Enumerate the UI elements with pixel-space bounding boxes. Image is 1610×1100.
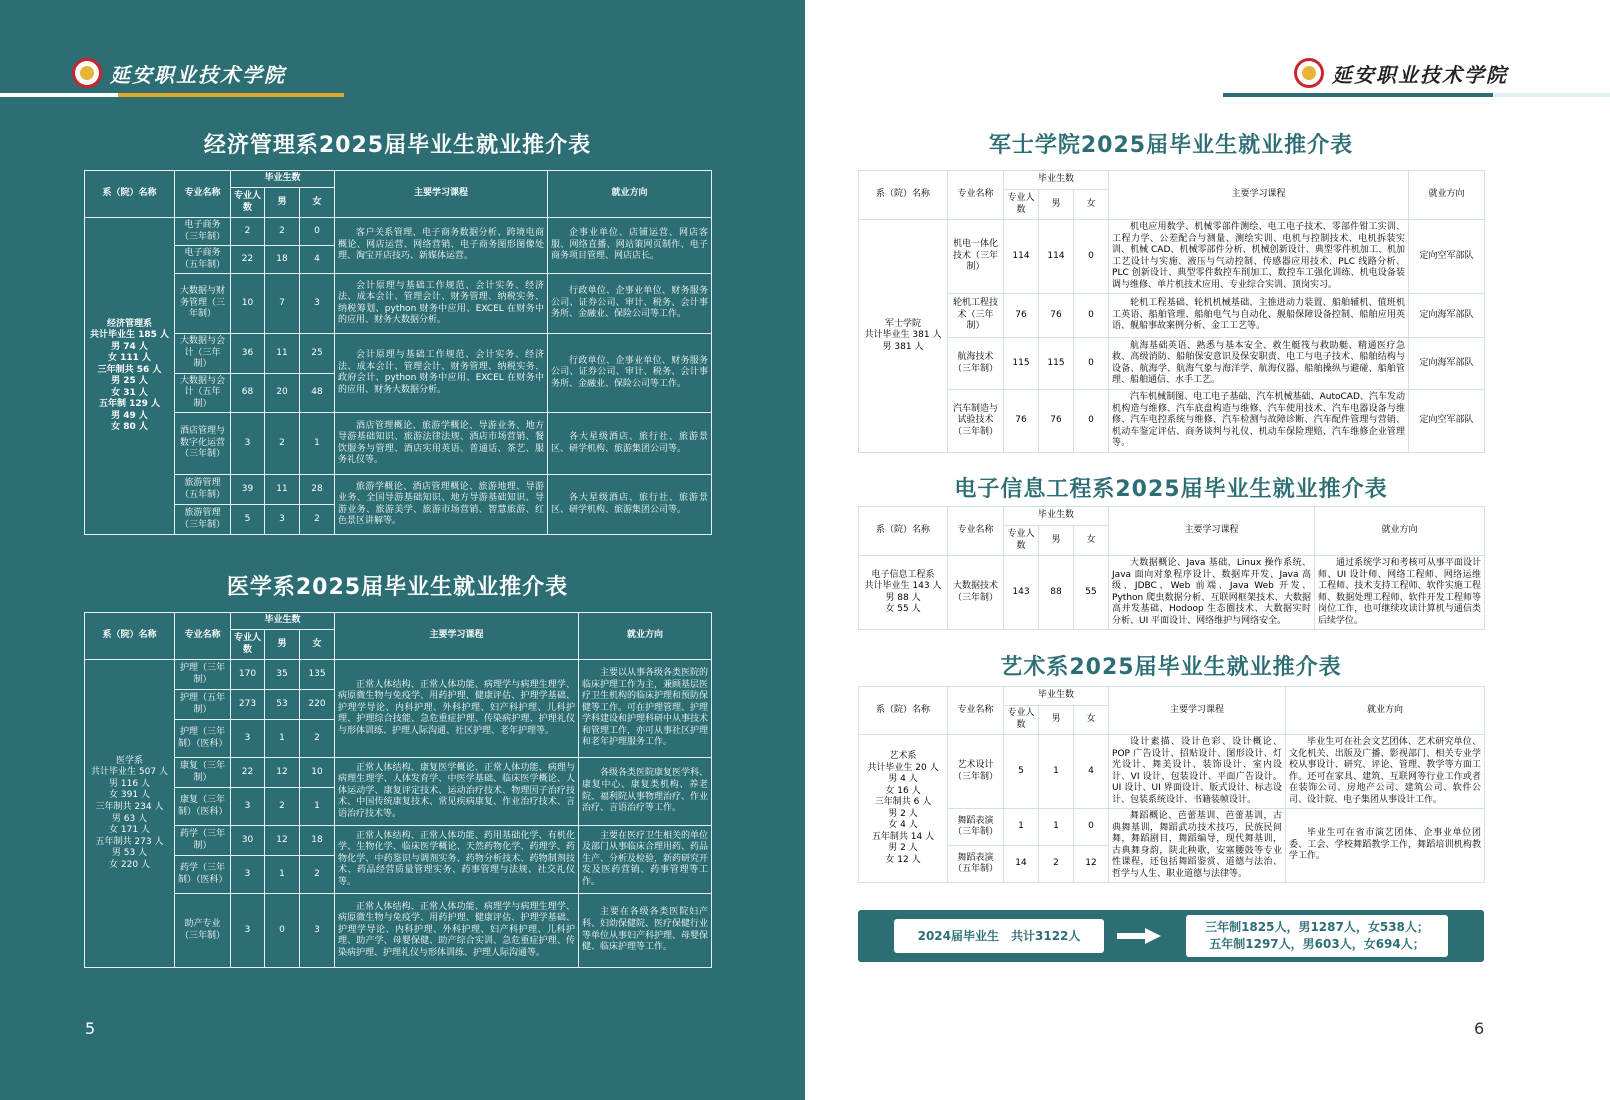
course-cell: 大数据概论、Java 基础、Linux 操作系统、Java 面向对象程序设计、数据库开发、Java 高级、JDBC、Web 前端、Java Web 开发、Python 爬虫数据分析、互联网框架技术、大数据高并发基础、Hodoop 生态圈技术、大数据实时分析、UI 平面设计、网络维护与网络安全。 — [1109, 556, 1315, 630]
major-cell: 旅游管理（三年制） — [175, 505, 231, 535]
total-cell: 76 — [1004, 294, 1039, 338]
career-cell: 行政单位、企事业单位、财务服务公司、证券公司、审计、税务、会计事务所、金融业、保险公司等工作。 — [548, 334, 712, 413]
col-header-male: 男 — [265, 188, 300, 218]
total-cell: 39 — [231, 475, 265, 505]
male-cell: 2 — [265, 413, 300, 475]
header-rule-light — [1493, 93, 1610, 97]
col-header-major: 专业名称 — [175, 171, 231, 218]
female-cell: 135 — [300, 660, 335, 690]
major-cell: 药学（三年制）（医科） — [175, 856, 231, 894]
major-cell: 航海技术（三年制） — [948, 338, 1004, 390]
col-header-female: 女 — [1074, 526, 1109, 556]
course-cell: 正常人体结构、正常人体功能、病理学与病理生理学、病原微生物与免疫学、用药护理、健康评估、护理学基础、护理学导论、内科护理、外科护理、妇产科护理、儿科护理、助产学、母婴保健、助产综合实训、急危重症护理、传染病护理、护理礼仪与形体训练、护理人际沟通等。 — [335, 894, 579, 968]
career-cell: 主要在各级各类医院妇产科、妇幼保健院、医疗保健行业等单位从事妇产科护理、母婴保健、临床护理等工作。 — [579, 894, 712, 968]
col-header-career: 就业方向 — [1315, 507, 1485, 556]
male-cell: 115 — [1039, 338, 1074, 390]
male-cell: 7 — [265, 274, 300, 334]
major-cell: 药学（三年制） — [175, 826, 231, 856]
dept-cell: 艺术系 共计毕业生 20 人 男 4 人 女 16 人 三年制共 6 人 男 2 人 女 4 人 五年制共 14 人 男 2 人 女 12 人 — [859, 735, 948, 883]
col-header-total: 专业人数 — [1004, 706, 1039, 735]
major-cell: 大数据与会计（五年制） — [175, 373, 231, 413]
male-cell: 12 — [265, 826, 300, 856]
female-cell: 4 — [1074, 735, 1109, 809]
junshi-table — [858, 170, 1485, 453]
major-cell: 大数据技术（三年制） — [948, 556, 1004, 630]
course-cell: 汽车机械制图、电工电子基础、汽车机械基础、AutoCAD、汽车发动机构造与维修、汽车底盘构造与维修、汽车使用技术、汽车电器设备与维修、汽车电控系统与维修、汽车检测与故障诊断、汽车配件管理与营销、机动车鉴定评估、商务谈判与礼仪、机动车保险理赔、汽车维修企业管理等。 — [1109, 390, 1409, 453]
med-table — [84, 612, 712, 968]
career-cell: 主要在医疗卫生相关的单位及部门从事临床合理用药、药品生产、分析及检验，新药研究开发及医药营销、药事管理等工作。 — [579, 826, 712, 894]
major-cell: 舞蹈表演（三年制） — [948, 809, 1004, 846]
col-header-male: 男 — [1039, 526, 1074, 556]
male-cell: 1 — [265, 720, 300, 758]
female-cell: 55 — [1074, 556, 1109, 630]
course-cell: 酒店管理概论、旅游学概论、导游业务、地方导游基础知识、旅游法律法规、酒店市场营销、餐饮服务与管理、酒店实用英语、普通话、茶艺、服务礼仪等。 — [335, 413, 548, 475]
female-cell: 12 — [1074, 846, 1109, 883]
course-cell: 机电应用数学、机械零部件测绘、电工电子技术、零部件钳工实训、工程力学、公差配合与测量、测绘实训、电机与控制技术、电机拆装实训、机械 CAD、机械零部件分析、机械创新设计、典型零件机加工、机加工艺设计与实施、液压与气动控制、传感器应用技术、PLC 线路分析、PLC 创新设计、典型零件数控车削加工、数控车工强化训练、机电设备装调与维修、单片机技术应用、专业综合实训、顶岗实习。 — [1109, 220, 1409, 294]
career-cell: 定向空军部队 — [1409, 220, 1485, 294]
yishu-title: 艺术系2025届毕业生就业推介表 — [1000, 655, 1342, 680]
table-row — [859, 294, 1485, 338]
male-cell: 2 — [265, 218, 300, 246]
career-cell: 通过系统学习和考核可从事平面设计师、UI 设计师、网络工程师、网络运维工程师、技术支持工程师、软件实施工程师、数据处理工程师、软件开发工程师等岗位工作，也可继续攻读计算机与通信类后续学位。 — [1315, 556, 1485, 630]
col-header-major: 专业名称 — [948, 687, 1004, 735]
table-row — [85, 826, 712, 856]
major-cell: 电子商务（五年制） — [175, 246, 231, 274]
junshi-title: 军士学院2025届毕业生就业推介表 — [988, 133, 1354, 158]
major-cell: 汽车制造与试验技术（三年制） — [948, 390, 1004, 453]
table-row — [859, 556, 1485, 630]
col-header-grads: 毕业生数 — [1004, 171, 1109, 190]
total-cell: 76 — [1004, 390, 1039, 453]
female-cell: 2 — [300, 720, 335, 758]
college-seal-icon — [72, 58, 102, 88]
total-cell: 3 — [231, 894, 265, 968]
table-row — [85, 218, 712, 246]
col-header-grads: 毕业生数 — [1004, 507, 1109, 526]
college-seal-icon — [1294, 58, 1324, 88]
course-cell: 设计素描、设计色彩、设计概论、POP 广告设计、招贴设计、图形设计、灯光设计、舞美设计、装饰设计、室内设计、VI 设计、包装设计、平面广告设计。UI 设计、UI 界面设计、版式设计、标志设计、包装系统设计、书籍装帧设计。 — [1109, 735, 1286, 809]
econ-table — [84, 170, 712, 535]
total-cell: 3 — [231, 856, 265, 894]
col-header-major: 专业名称 — [948, 171, 1004, 220]
career-cell: 各级各类医院康复医学科、康复中心、康复类机构、养老院、福利院从事物理治疗、作业治疗、言语治疗等工作。 — [579, 758, 712, 826]
female-cell: 25 — [300, 334, 335, 374]
major-cell: 康复（三年制） — [175, 758, 231, 788]
course-cell: 会计原理与基础工作规范、会计实务、经济法、成本会计、管理会计、财务管理、纳税实务、纳税筹划、python 财务中应用、EXCEL 在财务中的应用、财务大数据分析。 — [335, 274, 548, 334]
major-cell: 康复（三年制）（医科） — [175, 788, 231, 826]
col-header-female: 女 — [1074, 190, 1109, 220]
major-cell: 机电一体化技术（三年制） — [948, 220, 1004, 294]
major-cell: 舞蹈表演（五年制） — [948, 846, 1004, 883]
male-cell: 1 — [265, 856, 300, 894]
major-cell: 助产专业（三年制） — [175, 894, 231, 968]
male-cell: 11 — [265, 334, 300, 374]
total-cell: 10 — [231, 274, 265, 334]
table-row — [85, 475, 712, 505]
table-row — [859, 390, 1485, 453]
course-cell: 旅游学概论、酒店管理概论、旅游地理、导游业务、全国导游基础知识、地方导游基础知识、导游业务、旅游美学、旅游市场营销、智慧旅游、红色景区讲解等。 — [335, 475, 548, 535]
summary-five-year: 五年制1297人，男603人，女694人； — [1209, 937, 1425, 951]
col-header-total: 专业人数 — [231, 630, 265, 660]
col-header-dept: 系（院）名称 — [859, 507, 948, 556]
econ-title: 经济管理系2025届毕业生就业推介表 — [203, 133, 592, 158]
major-cell: 酒店管理与数字化运营（三年制） — [175, 413, 231, 475]
female-cell: 0 — [1074, 294, 1109, 338]
female-cell: 18 — [300, 826, 335, 856]
col-header-male: 男 — [265, 630, 300, 660]
page-number: 6 — [1474, 1019, 1485, 1038]
course-cell: 正常人体结构、康复医学概论、正常人体功能、病理与病理生理学、人体发育学、中医学基础、临床医学概论、人体运动学、康复评定技术、运动治疗技术、物理因子治疗技术、中国传统康复技术、常见疾病康复、作业治疗技术、言语治疗技术等。 — [335, 758, 579, 826]
dept-cell: 军士学院 共计毕业生 381 人 男 381 人 — [859, 220, 948, 453]
course-cell: 舞蹈概论、芭蕾基训、芭蕾基训，古典舞基训，舞蹈武功技术技巧，民族民间舞，舞蹈剧目，舞蹈编导，现代舞基训，古典舞身韵，陕北秧歌，安塞腰鼓等专业性课程，还包括舞蹈鉴赏、道德与法治、哲学与人生、职业道德与法律等。 — [1109, 809, 1286, 883]
female-cell: 220 — [300, 690, 335, 720]
col-header-dept: 系（院）名称 — [859, 171, 948, 220]
col-header-female: 女 — [300, 630, 335, 660]
col-header-grads: 毕业生数 — [231, 613, 335, 630]
total-cell: 14 — [1004, 846, 1039, 883]
dianzi-title: 电子信息工程系2025届毕业生就业推介表 — [954, 477, 1388, 502]
total-cell: 30 — [231, 826, 265, 856]
female-cell: 3 — [300, 274, 335, 334]
total-cell: 3 — [231, 720, 265, 758]
male-cell: 53 — [265, 690, 300, 720]
male-cell: 35 — [265, 660, 300, 690]
col-header-career: 就业方向 — [1286, 687, 1485, 735]
dianzi-table — [858, 506, 1485, 630]
col-header-courses: 主要学习课程 — [335, 171, 548, 218]
male-cell: 18 — [265, 246, 300, 274]
col-header-male: 男 — [1039, 190, 1074, 220]
career-cell: 定向海军部队 — [1409, 294, 1485, 338]
male-cell: 114 — [1039, 220, 1074, 294]
total-cell: 22 — [231, 758, 265, 788]
summary-total-box: 2024届毕业生 共计3122人 — [894, 919, 1104, 953]
major-cell: 艺术设计（三年制） — [948, 735, 1004, 809]
summary-detail-box — [1186, 915, 1448, 957]
col-header-courses: 主要学习课程 — [1109, 507, 1315, 556]
col-header-courses: 主要学习课程 — [1109, 171, 1409, 220]
total-cell: 1 — [1004, 809, 1039, 846]
total-cell: 22 — [231, 246, 265, 274]
career-cell: 主要以从事各级各类医院的临床护理工作为主，兼顾基层医疗卫生机构的临床护理和预防保健等工作。可在护理管理、护理学科建设和护理科研中从事技术和管理工作，亦可从事社区护理和老年护理服务工作。 — [579, 660, 712, 758]
female-cell: 2 — [300, 505, 335, 535]
male-cell: 88 — [1039, 556, 1074, 630]
male-cell: 0 — [265, 894, 300, 968]
col-header-courses: 主要学习课程 — [1109, 687, 1286, 735]
col-header-grads: 毕业生数 — [1004, 687, 1109, 706]
career-cell: 行政单位、企事业单位、财务服务公司、证券公司、审计、税务、会计事务所、金融业、保险公司等工作。 — [548, 274, 712, 334]
career-cell: 毕业生可在社会文艺团体、艺术研究单位、文化机关、出版及广播、影视部门、相关专业学校从事设计、研究、评论、管理、教学等方面工作。还可在家具、建筑、互联网等行业工作或者在装饰公司、房地产公司、建筑公司、软件公司、设计院、电子集团从事设计工作。 — [1286, 735, 1485, 809]
col-header-female: 女 — [1074, 706, 1109, 735]
female-cell: 3 — [300, 894, 335, 968]
career-cell: 毕业生可在省市演艺团体、企事业单位团委、工会、学校舞蹈教学工作，舞蹈培训机构教学工作。 — [1286, 809, 1485, 883]
college-logo — [72, 58, 286, 88]
total-cell: 3 — [231, 413, 265, 475]
female-cell: 0 — [1074, 809, 1109, 846]
med-title: 医学系2025届毕业生就业推介表 — [226, 575, 569, 600]
course-cell: 航海基础英语、熟悉与基本安全、救生艇筏与救助艇、精通医疗急救、高级消防、船舶保安意识及保安职责、电工与电子技术、船舶结构与设备、航海学、航海气象与海洋学、航海仪器、船舶操纵与避碰、船舶管理、船舶通信、水手工艺。 — [1109, 338, 1409, 390]
table-row — [859, 809, 1485, 846]
female-cell: 48 — [300, 373, 335, 413]
career-cell: 定向海军部队 — [1409, 338, 1485, 390]
female-cell: 4 — [300, 246, 335, 274]
male-cell: 12 — [265, 758, 300, 788]
col-header-major: 专业名称 — [175, 613, 231, 660]
male-cell: 76 — [1039, 294, 1074, 338]
table-row — [85, 413, 712, 475]
dept-cell: 电子信息工程系 共计毕业生 143 人 男 88 人 女 55 人 — [859, 556, 948, 630]
dept-cell: 医学系 共计毕业生 507 人 男 116 人 女 391 人 三年制共 234 人 男 63 人 女 171 人 五年制共 273 人 男 53 人 女 220 人 — [85, 660, 175, 968]
career-cell: 企事业单位、店铺运营、网店客服、网络直播、网站策网页制作、电子商务项目管理、网店店长。 — [548, 218, 712, 274]
major-cell: 电子商务（三年制） — [175, 218, 231, 246]
dept-cell: 经济管理系 共计毕业生 185 人 男 74 人 女 111 人 三年制共 56 人 男 25 人 女 31 人 五年制 129 人 男 49 人 女 80 人 — [85, 218, 175, 535]
male-cell: 3 — [265, 505, 300, 535]
arrow-right-icon — [1117, 928, 1161, 944]
table-row — [859, 220, 1485, 294]
college-logo — [1294, 58, 1508, 88]
logo-text: 延安职业技术学院 — [1332, 62, 1508, 87]
total-cell: 36 — [231, 334, 265, 374]
course-cell: 客户关系管理、电子商务数据分析、跨境电商概论、网店运营、网络营销、电子商务图形图像处理、淘宝开店技巧、新媒体运营。 — [335, 218, 548, 274]
total-cell: 114 — [1004, 220, 1039, 294]
table-row — [85, 894, 712, 968]
col-header-major: 专业名称 — [948, 507, 1004, 556]
major-cell: 大数据与会计（三年制） — [175, 334, 231, 374]
table-row — [85, 660, 712, 690]
col-header-dept: 系（院）名称 — [85, 613, 175, 660]
female-cell: 0 — [1074, 220, 1109, 294]
major-cell: 护理（五年制） — [175, 690, 231, 720]
career-cell: 定向空军部队 — [1409, 390, 1485, 453]
header-rule-gold — [118, 93, 344, 97]
logo-text: 延安职业技术学院 — [110, 62, 286, 87]
career-cell: 各大星级酒店、旅行社、旅游景区、研学机构、旅游集团公司等。 — [548, 413, 712, 475]
male-cell: 1 — [1039, 735, 1074, 809]
yishu-table — [858, 686, 1485, 883]
table-row — [85, 334, 712, 374]
male-cell: 76 — [1039, 390, 1074, 453]
col-header-grads: 毕业生数 — [231, 171, 335, 188]
table-row — [85, 274, 712, 334]
course-cell: 轮机工程基础、轮机机械基础、主推进动力装置、船舶辅机、值班机工英语、船舶管理、船舶电气与自动化、舰船保障设备控制、船舶应用英语、舰船事故案例分析、金工工艺等。 — [1109, 294, 1409, 338]
male-cell: 1 — [1039, 809, 1074, 846]
total-cell: 273 — [231, 690, 265, 720]
total-cell: 3 — [231, 788, 265, 826]
total-cell: 115 — [1004, 338, 1039, 390]
total-cell: 170 — [231, 660, 265, 690]
total-cell: 5 — [231, 505, 265, 535]
course-cell: 会计原理与基础工作规范、会计实务、经济法、成本会计、管理会计、财务管理、纳税实务、政府会计、python 财务中应用、EXCEL 在财务中的应用、财务大数据分析。 — [335, 334, 548, 413]
female-cell: 28 — [300, 475, 335, 505]
female-cell: 0 — [300, 218, 335, 246]
total-cell: 143 — [1004, 556, 1039, 630]
female-cell: 10 — [300, 758, 335, 788]
col-header-total: 专业人数 — [1004, 190, 1039, 220]
total-cell: 68 — [231, 373, 265, 413]
col-header-career: 就业方向 — [548, 171, 712, 218]
col-header-dept: 系（院）名称 — [85, 171, 175, 218]
col-header-courses: 主要学习课程 — [335, 613, 579, 660]
female-cell: 0 — [1074, 338, 1109, 390]
career-cell: 各大星级酒店、旅行社、旅游景区、研学机构、旅游集团公司等。 — [548, 475, 712, 535]
page-number: 5 — [85, 1019, 96, 1038]
col-header-female: 女 — [300, 188, 335, 218]
summary-three-year: 三年制1825人，男1287人，女538人； — [1205, 920, 1429, 935]
female-cell: 1 — [300, 413, 335, 475]
course-cell: 正常人体结构、正常人体功能、病理学与病理生理学、病原微生物与免疫学、用药护理、健康评估、护理学基础、护理学导论、内科护理、外科护理、妇产科护理、儿科护理、护理综合技能、急危重症护理、传染病护理、护理礼仪与形体训练、护理人际沟通、社区护理、老年护理等。 — [335, 660, 579, 758]
col-header-total: 专业人数 — [1004, 526, 1039, 556]
summary-banner — [858, 910, 1484, 962]
male-cell: 2 — [1039, 846, 1074, 883]
male-cell: 2 — [265, 788, 300, 826]
male-cell: 20 — [265, 373, 300, 413]
header-rule-white — [0, 93, 118, 97]
female-cell: 2 — [300, 856, 335, 894]
major-cell: 轮机工程技术（三年制） — [948, 294, 1004, 338]
major-cell: 护理（三年制）（医科） — [175, 720, 231, 758]
col-header-total: 专业人数 — [231, 188, 265, 218]
total-cell: 2 — [231, 218, 265, 246]
female-cell: 0 — [1074, 390, 1109, 453]
major-cell: 旅游管理（五年制） — [175, 475, 231, 505]
col-header-male: 男 — [1039, 706, 1074, 735]
table-row — [85, 758, 712, 788]
col-header-career: 就业方向 — [1409, 171, 1485, 220]
major-cell: 护理（三年制） — [175, 660, 231, 690]
table-row — [859, 338, 1485, 390]
female-cell: 1 — [300, 788, 335, 826]
table-row — [859, 735, 1485, 809]
col-header-dept: 系（院）名称 — [859, 687, 948, 735]
course-cell: 正常人体结构、正常人体功能、药用基础化学、有机化学、生物化学、临床医学概论、天然药物化学、药理学、药物化学、中药鉴识与调剂实务、药物分析技术、药物制剂技术、药品经营质量管理实务、药事管理与法规、社交礼仪等。 — [335, 826, 579, 894]
col-header-career: 就业方向 — [579, 613, 712, 660]
header-rule-teal — [1223, 93, 1493, 97]
major-cell: 大数据与财务管理（三年制） — [175, 274, 231, 334]
total-cell: 5 — [1004, 735, 1039, 809]
male-cell: 11 — [265, 475, 300, 505]
